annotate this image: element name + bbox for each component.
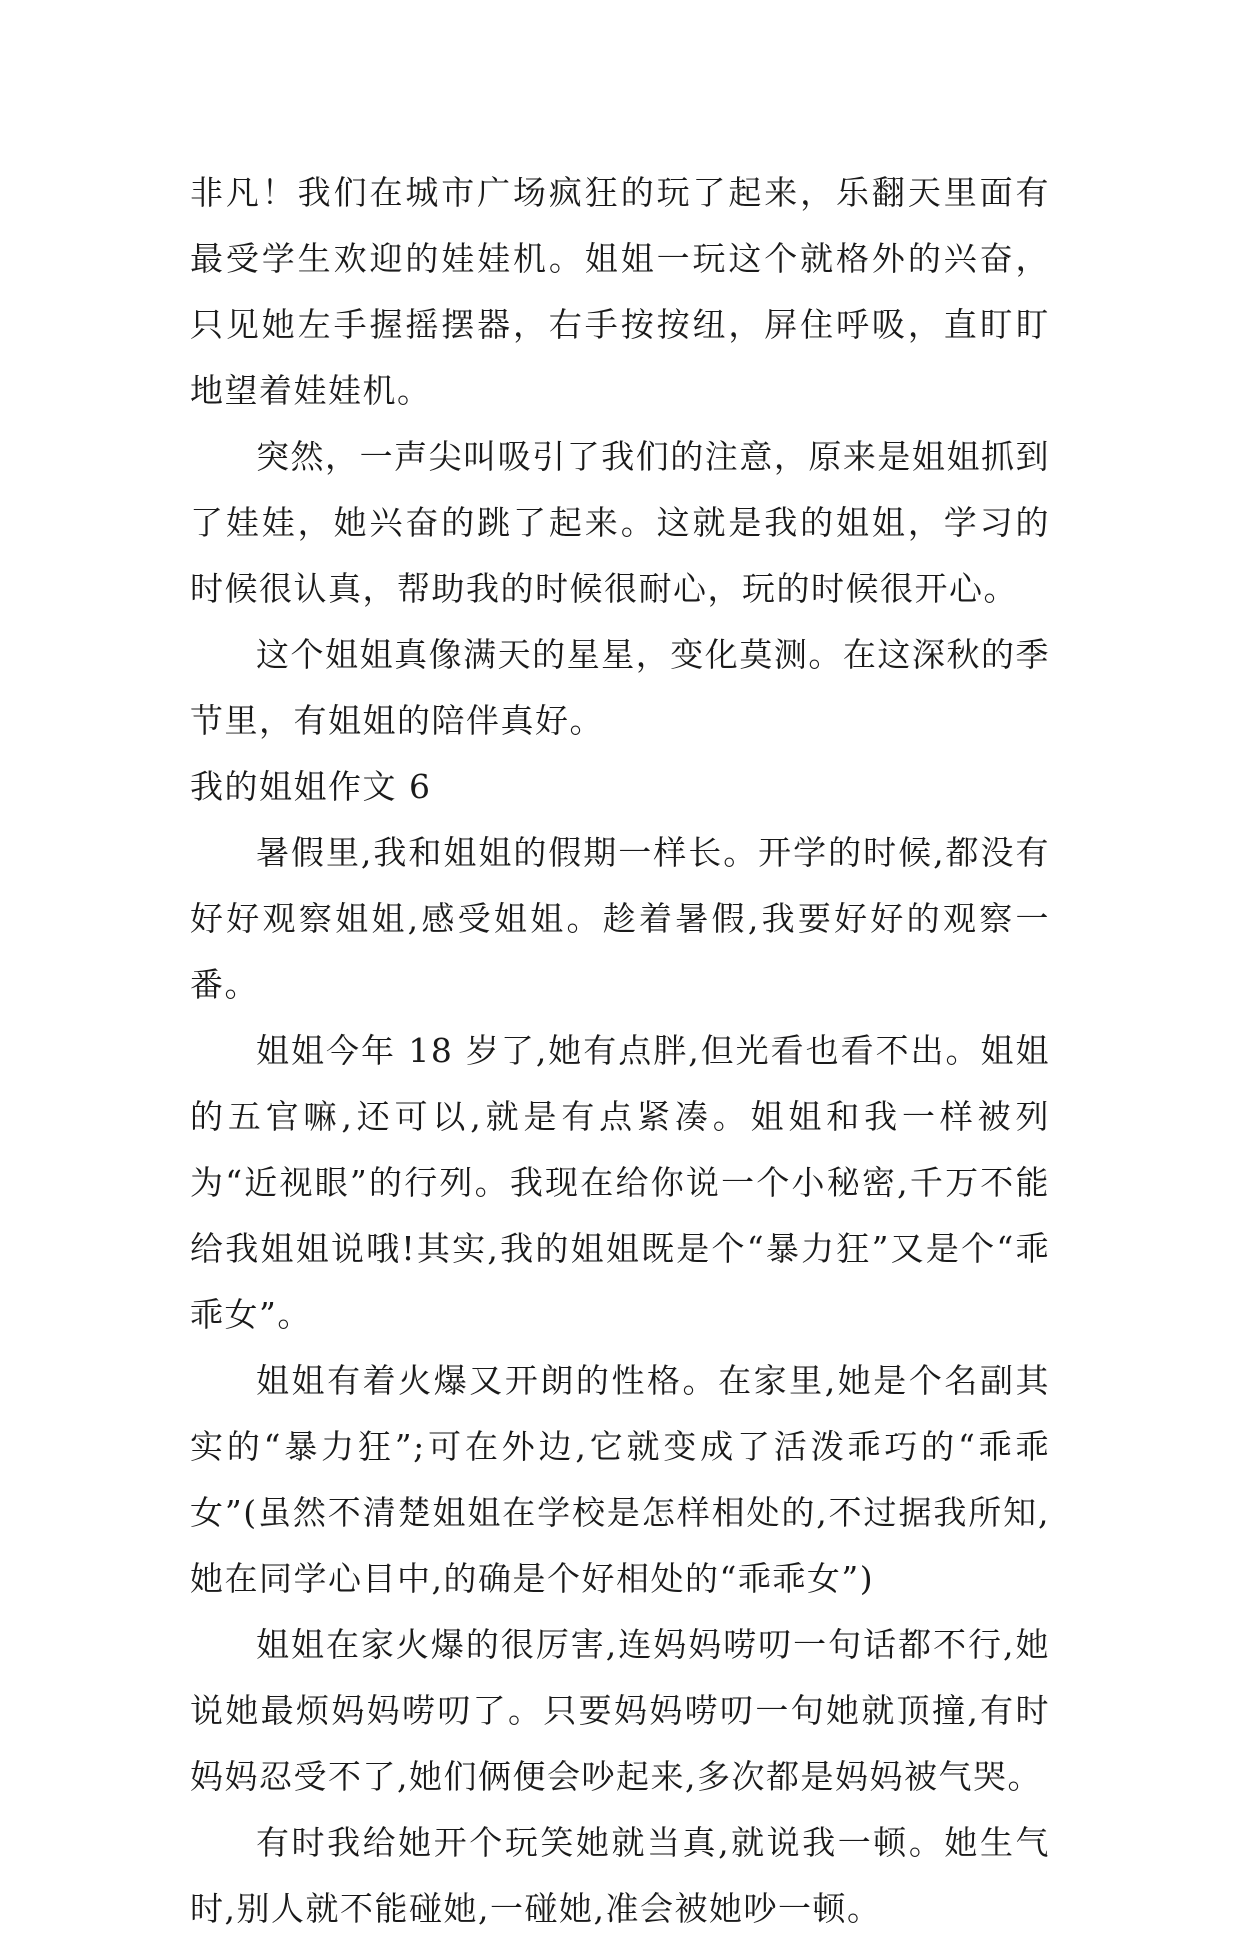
document-body bbox=[190, 160, 1050, 1942]
paragraph: 有时我给她开个玩笑她就当真,就说我一顿。她生气时,别人就不能碰她,一碰她,准会被她吵一顿。 bbox=[190, 1823, 1050, 1928]
section-heading: 我的姐姐作文 6 bbox=[190, 767, 432, 806]
paragraph: 姐姐今年 18 岁了,她有点胖,但光看也看不出。姐姐的五官嘛,还可以,就是有点紧凑。姐姐和我一样被列为“近视眼”的行列。我现在给你说一个小秘密,千万不能给我姐姐说哦!其实,我的姐姐既是个“暴力狂”又是个“乖乖女”。 bbox=[190, 1031, 1050, 1334]
paragraph: 姐姐有着火爆又开朗的性格。在家里,她是个名副其实的“暴力狂”;可在外边,它就变成了活泼乖巧的“乖乖女”(虽然不清楚姐姐在学校是怎样相处的,不过据我所知,她在同学心目中,的确是个好相处的“乖乖女”) bbox=[190, 1361, 1050, 1598]
paragraph: 这个姐姐真像满天的星星，变化莫测。在这深秋的季节里，有姐姐的陪伴真好。 bbox=[190, 635, 1050, 740]
paragraph: 暑假里,我和姐姐的假期一样长。开学的时候,都没有好好观察姐姐,感受姐姐。趁着暑假,我要好好的观察一番。 bbox=[190, 833, 1050, 1004]
paragraph: 突然，一声尖叫吸引了我们的注意，原来是姐姐抓到了娃娃，她兴奋的跳了起来。这就是我的姐姐，学习的时候很认真，帮助我的时候很耐心，玩的时候很开心。 bbox=[190, 437, 1050, 608]
paragraph: 姐姐在家火爆的很厉害,连妈妈唠叨一句话都不行,她说她最烦妈妈唠叨了。只要妈妈唠叨一句她就顶撞,有时妈妈忍受不了,她们俩便会吵起来,多次都是妈妈被气哭。 bbox=[190, 1625, 1050, 1796]
paragraph: 非凡！我们在城市广场疯狂的玩了起来，乐翻天里面有最受学生欢迎的娃娃机。姐姐一玩这个就格外的兴奋，只见她左手握摇摆器，右手按按纽，屏住呼吸，直盯盯地望着娃娃机。 bbox=[190, 173, 1050, 410]
